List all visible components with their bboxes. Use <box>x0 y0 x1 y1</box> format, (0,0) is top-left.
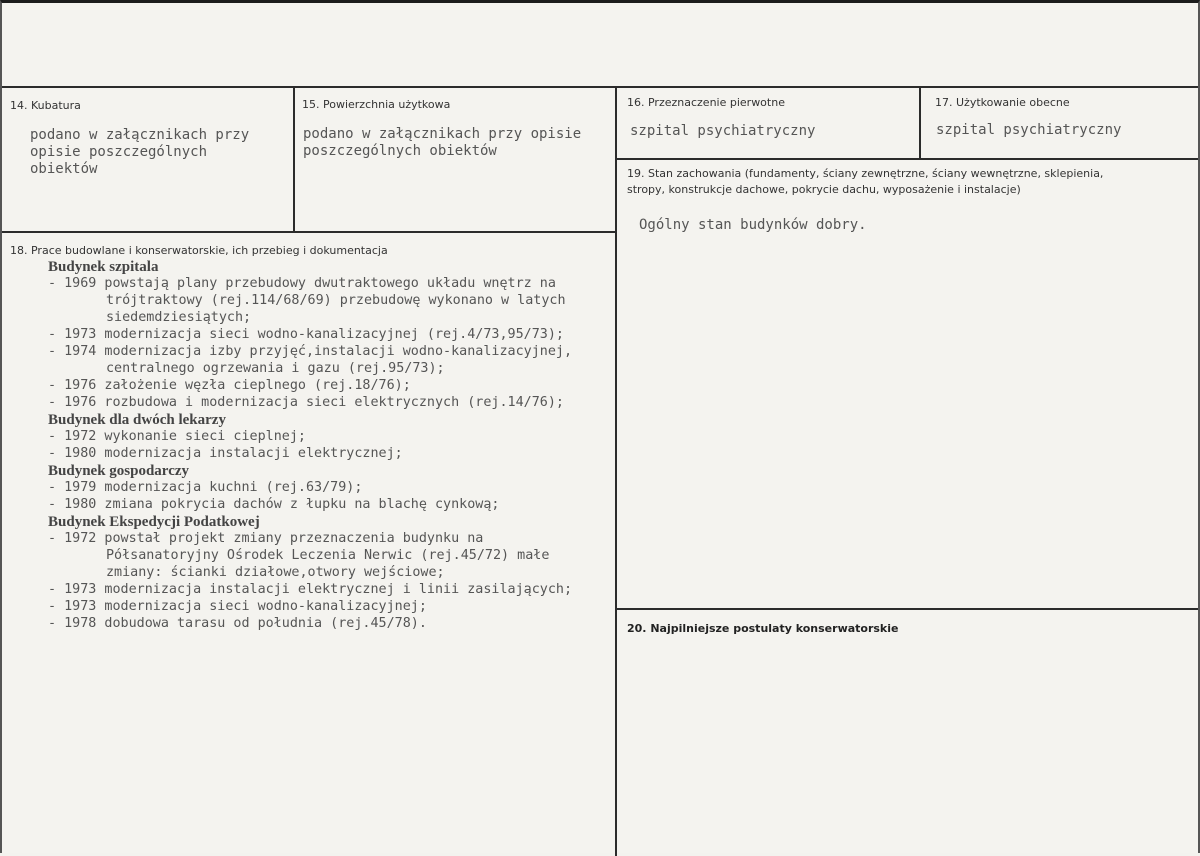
work-entry-line: - 1976 założenie węzła cieplnego (rej.18/76); <box>48 378 411 393</box>
top-field-border <box>2 86 1198 88</box>
field-16-label: 16. Przeznaczenie pierwotne <box>627 96 785 109</box>
work-entry-line: zmiany: ścianki działowe,otwory wejściowe; <box>106 565 445 580</box>
work-entry-line: - 1976 rozbudowa i modernizacja sieci elektrycznych (rej.14/76); <box>48 395 564 410</box>
work-entry-line: siedemdziesiątych; <box>106 310 252 325</box>
field-20-label: 20. Najpilniejsze postulaty konserwatorskie <box>627 622 899 635</box>
work-entry-line: - 1980 zmiana pokrycia dachów z łupku na blachę cynkową; <box>48 497 500 512</box>
border-above-20 <box>615 608 1198 610</box>
field-17-value: szpital psychiatryczny <box>936 122 1122 138</box>
work-entry-line: centralnego ogrzewania i gazu (rej.95/73); <box>106 361 445 376</box>
field-17-label: 17. Użytkowanie obecne <box>935 96 1070 109</box>
work-entry-line: - 1978 dobudowa tarasu od południa (rej.45/78). <box>48 616 427 631</box>
work-entry-line: trójtraktowy (rej.114/68/69) przebudowę wykonano w latych <box>106 293 566 308</box>
field-19-value: Ogólny stan budynków dobry. <box>639 217 867 233</box>
field-18-works-list <box>48 259 613 633</box>
work-entry-line: - 1972 powstał projekt zmiany przeznaczenia budynku na <box>48 531 484 546</box>
work-entry-line: Półsanatoryjny Ośrodek Leczenia Nerwic (rej.45/72) małe <box>106 548 550 563</box>
work-entry-line: - 1980 modernizacja instalacji elektrycznej; <box>48 446 403 461</box>
border-under-14-15 <box>2 231 617 233</box>
field-15-label: 15. Powierzchnia użytkowa <box>302 98 451 111</box>
work-entry-line: - 1974 modernizacja izby przyjęć,instalacji wodno-kanalizacyjnej, <box>48 344 573 359</box>
work-entry-line: - 1973 modernizacja instalacji elektrycznej i linii zasilających; <box>48 582 573 597</box>
building-heading: Budynek szpitala <box>48 259 159 275</box>
field-18-label: 18. Prace budowlane i konserwatorskie, ich przebieg i dokumentacja <box>10 244 388 257</box>
divider-main <box>615 86 617 856</box>
field-15-value: podano w załącznikach przy opisie poszczególnych obiektów <box>303 126 582 159</box>
work-entry-line: - 1972 wykonanie sieci cieplnej; <box>48 429 306 444</box>
divider-16-17 <box>919 86 921 159</box>
building-heading: Budynek gospodarczy <box>48 463 190 479</box>
field-14-value: podano w załącznikach przy opisie poszczególnych obiektów <box>30 127 250 177</box>
field-14-label: 14. Kubatura <box>10 99 81 112</box>
border-under-16-17 <box>615 158 1198 160</box>
divider-14-15 <box>293 86 295 232</box>
field-16-value: szpital psychiatryczny <box>630 123 816 139</box>
building-heading: Budynek Ekspedycji Podatkowej <box>48 514 260 530</box>
work-entry-line: - 1979 modernizacja kuchni (rej.63/79); <box>48 480 363 495</box>
work-entry-line: - 1973 modernizacja sieci wodno-kanalizacyjnej; <box>48 599 427 614</box>
building-heading: Budynek dla dwóch lekarzy <box>48 412 226 428</box>
work-entry-line: - 1973 modernizacja sieci wodno-kanalizacyjnej (rej.4/73,95/73); <box>48 327 564 342</box>
field-19-label: 19. Stan zachowania (fundamenty, ściany zewnętrzne, ściany wewnętrzne, sklepienia, stropy, konstrukcje dachowe, pokrycie dachu, wyposażenie i instalacje) <box>627 167 1104 196</box>
work-entry-line: - 1969 powstają plany przebudowy dwutraktowego układu wnętrz na <box>48 276 556 291</box>
